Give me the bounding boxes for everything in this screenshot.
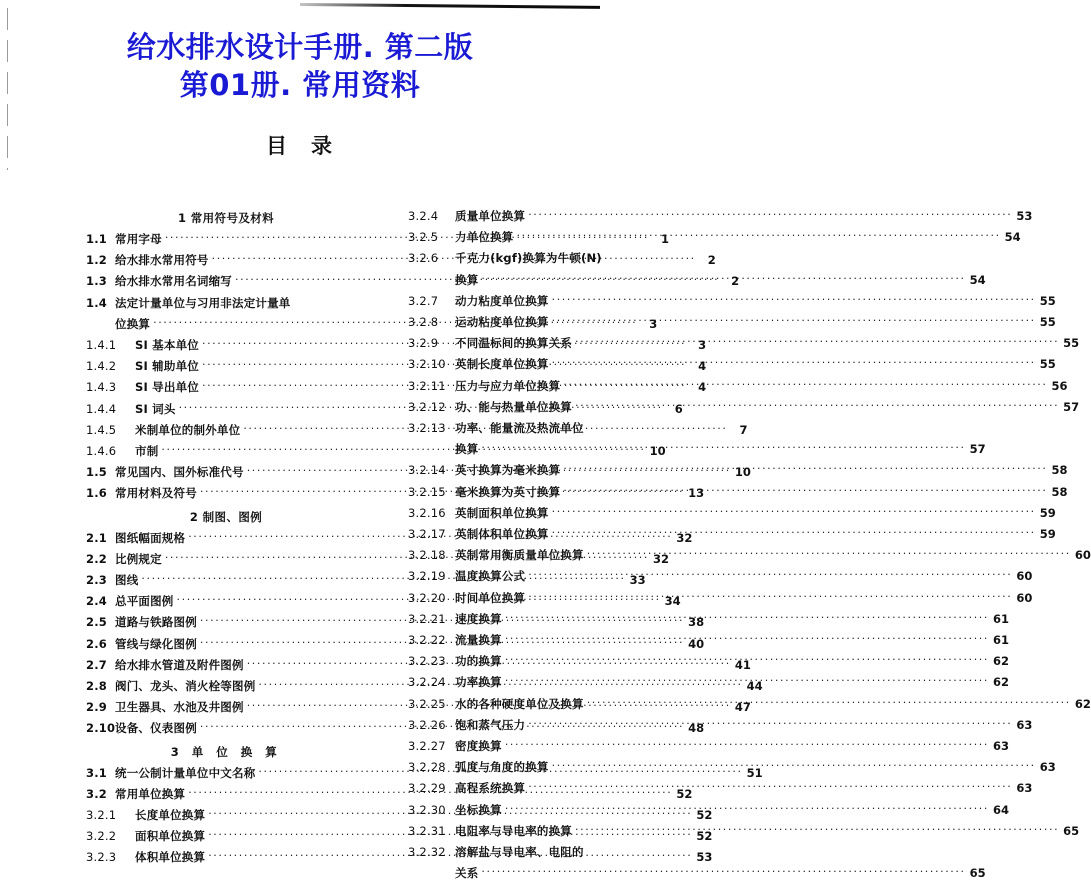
toc-entry[interactable] (408, 821, 1080, 842)
toc-entry[interactable] (408, 439, 986, 460)
toc-entry-title: 水的各种硬度单位及换算 (455, 696, 584, 711)
toc-entry-number: 2.7 (86, 657, 107, 672)
toc-page-number: 10 (649, 444, 666, 459)
toc-entry[interactable] (408, 418, 708, 439)
toc-entry[interactable] (408, 354, 1056, 375)
toc-entry-number: 3.2.11 (408, 378, 446, 393)
toc-entry-number: 3.2.23 (408, 654, 446, 669)
toc-entry-number: 3.2.9 (408, 336, 439, 351)
toc-entry-title: 英制长度单位换算 (455, 357, 549, 372)
toc-dot-leader (552, 289, 1036, 310)
toc-entry-title: 图线 (115, 573, 139, 588)
toc-entry-number: 2.4 (86, 594, 107, 609)
toc-entry[interactable] (408, 291, 1056, 312)
toc-entry-number: 3.2.2 (86, 829, 117, 844)
toc-heading-char-2: 录 (311, 134, 334, 158)
toc-entry-title: 图纸幅面规格 (115, 530, 186, 545)
book-title (0, 28, 600, 105)
toc-heading-char-1: 目 (266, 134, 289, 158)
toc-entry-number: 3.2.24 (408, 675, 446, 690)
toc-entry-title: 密度换算 (455, 739, 502, 754)
toc-entry-title: 饱和蒸气压力 (455, 717, 526, 732)
scan-edge-artifact-top (300, 3, 600, 9)
toc-page-number: 57 (1063, 399, 1080, 414)
toc-page-number: 62 (1074, 696, 1091, 711)
toc-dot-leader (575, 819, 1059, 840)
toc-entry-number: 3.2.18 (408, 548, 446, 563)
toc-entry-number: 3.2.31 (408, 823, 446, 838)
toc-entry-title: SI 基本单位 (135, 338, 199, 353)
toc-entry-title: 温度换算公式 (455, 569, 526, 584)
toc-entry-number: 3.2.25 (408, 696, 446, 711)
toc-entry[interactable] (408, 800, 1009, 821)
toc-page-number: 2 (731, 274, 740, 289)
toc-entry-title: 给水排水管道及附件图例 (115, 657, 244, 672)
toc-entry-number: 2.8 (86, 679, 107, 694)
toc-page-number: 63 (1016, 717, 1033, 732)
toc-entry-title: 不同温标间的换算关系 (455, 336, 572, 351)
toc-entry-number: 3.2.5 (408, 230, 439, 245)
toc-entry-title: 阀门、龙头、消火栓等图例 (115, 679, 256, 694)
toc-page-number: 56 (1051, 378, 1068, 393)
toc-page-number: 33 (629, 573, 646, 588)
toc-entry-number: 2.1 (86, 530, 107, 545)
toc-entry[interactable] (408, 248, 708, 269)
toc-entry-title: SI 辅助单位 (135, 359, 199, 374)
toc-entry-title: 长度单位换算 (135, 808, 206, 823)
toc-page-number: 53 (696, 850, 713, 865)
toc-page-number: 55 (1039, 357, 1056, 372)
toc-entry-title: 道路与铁路图例 (115, 615, 197, 630)
toc-entry[interactable] (408, 524, 1056, 545)
toc-page-number: 55 (1063, 336, 1080, 351)
toc-entry-title: 英制常用衡质量单位换算 (455, 548, 584, 563)
toc-page-number: 52 (696, 829, 713, 844)
toc-page-number: 61 (992, 611, 1009, 626)
toc-page-number: 2 (707, 253, 716, 268)
toc-entry-number: 3.2.21 (408, 611, 446, 626)
toc-entry-title: 位换算 (115, 316, 151, 331)
toc-entry-number: 3.2 (86, 786, 107, 801)
toc-page-number: 3 (649, 316, 658, 331)
toc-entry-number: 1.4.4 (86, 401, 117, 416)
toc-entry-number: 1.2 (86, 253, 107, 268)
book-title-line-1: 给水排水设计手册. 第二版 (126, 30, 474, 64)
toc-page-number: 63 (1016, 781, 1033, 796)
toc-page-number: 52 (696, 808, 713, 823)
toc-entry[interactable] (408, 545, 1091, 566)
toc-entry-title: 常用单位换算 (115, 786, 186, 801)
toc-entry-title: 市制 (135, 444, 159, 459)
toc-entry-title: 千克力(kgf)换算为牛顿(N) (455, 251, 602, 266)
toc-entry-title: 换算 (455, 272, 479, 287)
toc-page-number: 32 (652, 551, 669, 566)
toc-entry-number: 3.2.16 (408, 505, 446, 520)
toc-entry-title: SI 词头 (135, 401, 176, 416)
toc-entry-number: 3.2.19 (408, 569, 446, 584)
toc-entry-title: 压力与应力单位换算 (455, 378, 561, 393)
toc-entry-title: 质量单位换算 (455, 209, 526, 223)
toc-entry-title: 英制面积单位换算 (455, 505, 549, 520)
toc-entry-title: SI 导出单位 (135, 380, 199, 395)
toc-entry[interactable] (86, 293, 386, 314)
toc-page-number: 38 (688, 615, 705, 630)
toc-entry-title: 运动粘度单位换算 (455, 315, 549, 330)
toc-entry-number: 3.1 (86, 765, 107, 780)
toc-page-number: 6 (674, 401, 683, 416)
toc-dot-leader (552, 755, 1036, 776)
toc-page-number: 55 (1039, 293, 1056, 308)
toc-entry-title: 功的换算 (455, 654, 502, 669)
toc-dot-leader (528, 204, 1012, 225)
toc-entry-title: 毫米换算为英寸换算 (455, 484, 561, 499)
toc-dot-leader (575, 395, 1059, 416)
toc-entry-title: 关系 (455, 866, 479, 881)
toc-dot-leader (552, 501, 1036, 522)
toc-entry[interactable] (408, 588, 1033, 609)
toc-entry[interactable] (408, 397, 1080, 418)
toc-entry[interactable] (408, 333, 1080, 354)
toc-dot-leader (587, 692, 1071, 713)
toc-page-number: 57 (969, 442, 986, 457)
toc-dot-leader (505, 607, 989, 628)
toc-page-number: 60 (1074, 548, 1091, 563)
toc-dot-leader (481, 268, 965, 289)
toc-entry-number: 3.2.12 (408, 399, 446, 414)
toc-dot-leader (528, 713, 1012, 734)
toc-page-number: 54 (1004, 230, 1021, 245)
toc-entry-number: 3.2.30 (408, 802, 446, 817)
toc-section-heading: 2 制图、图例 (189, 509, 263, 524)
toc-page-number: 54 (969, 272, 986, 287)
toc-entry-number: 1.4.1 (86, 338, 117, 353)
toc-page-number: 62 (992, 654, 1009, 669)
toc-entry[interactable] (408, 270, 986, 291)
toc-entry-number: 2.9 (86, 700, 107, 715)
toc-entry-number: 3.2.27 (408, 739, 446, 754)
toc-dot-leader (552, 310, 1036, 331)
toc-dot-leader (528, 564, 1012, 585)
toc-entry-title: 常见国内、国外标准代号 (115, 465, 244, 480)
toc-page-number: 52 (676, 786, 693, 801)
toc-entry[interactable] (408, 736, 1009, 757)
toc-entry-title: 给水排水常用名词缩写 (115, 274, 232, 289)
book-title-line-2: 第01册. 常用资料 (179, 68, 421, 103)
toc-entry-number: 3.2.6 (408, 251, 439, 266)
toc-page-number: 63 (1039, 760, 1056, 775)
toc-entry[interactable] (408, 566, 1033, 587)
toc-entry-title: 溶解盐与导电率、电阻的 (455, 845, 584, 860)
toc-entry[interactable] (408, 312, 1056, 333)
toc-entry-number: 3.2.13 (408, 421, 446, 436)
toc-dot-leader (528, 776, 1012, 797)
toc-page-number: 1 (660, 232, 669, 246)
toc-entry-title: 统一公制计量单位中文名称 (115, 765, 256, 780)
toc-page-number: 58 (1051, 463, 1068, 478)
toc-dot-leader (505, 649, 989, 670)
toc-entry-number: 3.2.17 (408, 527, 446, 542)
toc-page-number: 58 (1051, 484, 1068, 499)
toc-entry-number: 1.4 (86, 295, 107, 310)
toc-page-number: 59 (1039, 527, 1056, 542)
toc-entry-number: 1.4.5 (86, 422, 117, 437)
toc-entry-number: 3.2.3 (86, 850, 117, 865)
toc-entry-title: 常用字母 (115, 232, 162, 246)
toc-dot-leader (575, 331, 1059, 352)
toc-page-number: 41 (734, 657, 751, 672)
toc-entry-number: 3.2.29 (408, 781, 446, 796)
toc-entry-title: 常用材料及符号 (115, 486, 197, 501)
toc-entry[interactable] (408, 503, 1056, 524)
toc-entry-number: 2.2 (86, 551, 107, 566)
toc-entry-title: 管线与绿化图例 (115, 636, 197, 651)
toc-dot-leader (481, 861, 965, 882)
toc-dot-leader (563, 480, 1047, 501)
toc-page-number: 32 (676, 530, 693, 545)
toc-entry-number: 1.6 (86, 486, 107, 501)
toc-entry[interactable] (408, 227, 1021, 248)
toc-dot-leader (552, 352, 1036, 373)
toc-page-number: 13 (688, 486, 705, 501)
toc-page-number: 51 (746, 765, 763, 780)
toc-page-number: 44 (746, 679, 763, 694)
toc-dot-leader (563, 458, 1047, 479)
toc-section-heading: 3 单 位 换 算 (170, 744, 282, 759)
toc-entry-title: 英寸换算为毫米换算 (455, 463, 561, 478)
toc-entry-title: 电阻率与导电率的换算 (455, 823, 572, 838)
toc-entry-number: 3.2.28 (408, 760, 446, 775)
toc-entry[interactable] (408, 630, 1009, 651)
toc-page-number: 40 (688, 636, 705, 651)
toc-entry-title: 米制单位的制外单位 (135, 422, 241, 437)
toc-entry-number: 3.2.15 (408, 484, 446, 499)
toc-entry[interactable] (408, 863, 986, 884)
toc-entry-title: 弧度与角度的换算 (455, 760, 549, 775)
toc-entry-title: 动力粘度单位换算 (455, 293, 549, 308)
toc-entry-title: 比例规定 (115, 551, 162, 566)
toc-entry-title: 流量换算 (455, 633, 502, 648)
toc-entry-title: 高程系统换算 (455, 781, 526, 796)
toc-entry-number: 3.2.10 (408, 357, 446, 372)
toc-heading (0, 130, 600, 160)
toc-entry-number: 1.4.6 (86, 444, 117, 459)
toc-entry-number: 3.2.14 (408, 463, 446, 478)
toc-entry-number: 2.6 (86, 636, 107, 651)
toc-page-number: 60 (1016, 569, 1033, 584)
toc-page-number: 55 (1039, 315, 1056, 330)
toc-entry-number: 2.5 (86, 615, 107, 630)
toc-entry-number: 2.10 (86, 721, 116, 736)
toc-entry-number: 1.4.3 (86, 380, 117, 395)
toc-dot-leader (505, 670, 989, 691)
toc-entry[interactable] (408, 482, 1068, 503)
toc-entry[interactable] (408, 715, 1033, 736)
toc-page-number: 62 (992, 675, 1009, 690)
toc-entry[interactable] (408, 842, 708, 863)
toc-entry-title: 设备、仪表图例 (115, 721, 197, 736)
toc-entry-title: 总平面图例 (115, 594, 174, 609)
toc-entry[interactable] (408, 376, 1068, 397)
toc-entry-number: 1.3 (86, 274, 107, 289)
toc-entry-number: 3.2.32 (408, 845, 446, 860)
toc-entry-title: 功率、能量流及热流单位 (455, 421, 584, 436)
toc-page-number: 3 (698, 338, 707, 353)
toc-entry-number: 2.3 (86, 573, 107, 588)
toc-dot-leader (563, 374, 1047, 395)
toc-page-number: 10 (734, 465, 751, 480)
toc-entry-title: 英制体积单位换算 (455, 527, 549, 542)
toc-dot-leader (528, 586, 1012, 607)
toc-page-number: 4 (698, 359, 707, 374)
toc-page-number: 60 (1016, 590, 1033, 605)
toc-entry-number: 3.2.20 (408, 590, 446, 605)
toc-entry[interactable] (408, 778, 1033, 799)
toc-columns (0, 206, 1091, 885)
toc-entry-number: 1.5 (86, 465, 107, 480)
toc-entry-number: 1.4.2 (86, 359, 117, 374)
toc-entry-number: 3.2.22 (408, 633, 446, 648)
toc-entry-title: 体积单位换算 (135, 850, 206, 865)
toc-entry[interactable] (408, 609, 1009, 630)
toc-entry-title: 功、能与热量单位换算 (455, 399, 572, 414)
toc-dot-leader (481, 437, 965, 458)
toc-entry-title: 力单位换算 (455, 230, 514, 245)
toc-dot-leader (587, 543, 1071, 564)
toc-entry-title: 功率换算 (455, 675, 502, 690)
toc-entry-title: 速度换算 (455, 611, 502, 626)
toc-page-number: 47 (734, 700, 751, 715)
toc-entry-title: 给水排水常用符号 (115, 253, 209, 268)
toc-entry-title: 换算 (455, 442, 479, 457)
toc-dot-leader (505, 734, 989, 755)
toc-entry-number: 3.2.7 (408, 293, 439, 308)
toc-entry-title: 卫生器具、水池及井图例 (115, 700, 244, 715)
toc-entry-number: 3.2.8 (408, 315, 439, 330)
toc-dot-leader (517, 225, 1001, 246)
toc-page-number: 59 (1039, 505, 1056, 520)
toc-page-number: 64 (992, 802, 1009, 817)
toc-dot-leader (552, 522, 1036, 543)
toc-entry-title: 时间单位换算 (455, 590, 526, 605)
toc-page-number: 53 (1016, 209, 1033, 223)
toc-entry-title: 面积单位换算 (135, 829, 206, 844)
toc-entry-number: 3.2.1 (86, 808, 117, 823)
toc-entry-number: 3.2.26 (408, 717, 446, 732)
toc-entry[interactable] (408, 206, 1033, 227)
toc-page-number: 4 (698, 380, 707, 395)
toc-page-number: 48 (688, 721, 705, 736)
toc-page-number: 61 (992, 633, 1009, 648)
toc-page-number: 65 (969, 866, 986, 881)
toc-section-heading: 1 常用符号及材料 (177, 211, 275, 225)
toc-dot-leader (505, 628, 989, 649)
toc-entry-title: 法定计量单位与习用非法定计量单 (115, 295, 291, 310)
toc-entry-number: 1.1 (86, 232, 107, 246)
toc-dot-leader (505, 798, 989, 819)
toc-page-number: 63 (992, 739, 1009, 754)
toc-entry-title: 坐标换算 (455, 802, 502, 817)
toc-page-number: 34 (664, 594, 681, 609)
toc-page-number: 65 (1063, 823, 1080, 838)
toc-page-number: 7 (739, 422, 748, 437)
toc-entry-number: 3.2.4 (408, 209, 439, 223)
